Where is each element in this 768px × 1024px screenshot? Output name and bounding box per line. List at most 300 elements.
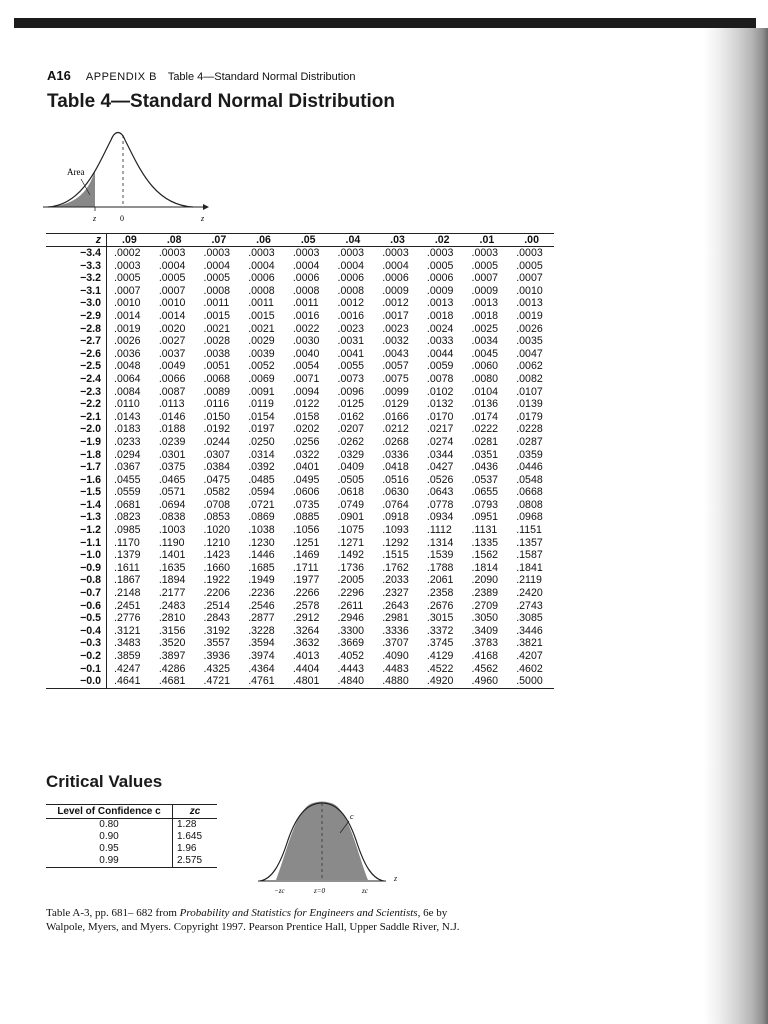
probability-cell: .0427 xyxy=(426,461,454,474)
probability-cell: .0064 xyxy=(114,372,141,385)
probability-cell: .0055 xyxy=(337,360,365,373)
probability-cell: .2358 xyxy=(426,587,454,600)
critical-row xyxy=(46,819,217,832)
column-header: .03 xyxy=(375,234,420,247)
z-value-cell: −1.4 xyxy=(46,499,107,512)
probability-cell: .4286 xyxy=(158,662,186,675)
probability-cell: .0068 xyxy=(203,372,231,385)
probability-cell: .0012 xyxy=(382,297,409,310)
table-row xyxy=(46,260,554,273)
probability-cell: .0455 xyxy=(114,473,141,486)
probability-cell: .0384 xyxy=(203,461,231,474)
probability-cell: .0344 xyxy=(426,448,454,461)
table-row xyxy=(46,411,554,424)
critical-row xyxy=(46,855,217,868)
table-row xyxy=(46,486,554,499)
probability-cell: .1611 xyxy=(114,561,140,574)
probability-cell: .4443 xyxy=(337,662,365,675)
critical-value-curve-figure xyxy=(258,795,388,900)
probability-cell: .2483 xyxy=(158,599,186,612)
probability-cell: .0183 xyxy=(114,423,141,436)
table-row xyxy=(46,386,554,399)
table-row xyxy=(46,272,554,285)
probability-cell: .4483 xyxy=(382,662,409,675)
probability-cell: .4090 xyxy=(382,650,409,662)
confidence-cell: 0.95 xyxy=(46,843,173,855)
probability-cell: .0006 xyxy=(337,272,365,285)
probability-cell: .4801 xyxy=(286,675,331,688)
table-row xyxy=(46,574,554,587)
column-header: .04 xyxy=(331,234,376,247)
probability-cell: .0094 xyxy=(292,385,320,398)
probability-cell: .4364 xyxy=(248,662,275,675)
probability-cell: .0006 xyxy=(292,272,320,285)
probability-cell: .0548 xyxy=(516,473,543,486)
probability-cell: .3859 xyxy=(114,650,141,662)
z-value-cell: −0.2 xyxy=(46,650,107,663)
probability-cell: .0051 xyxy=(203,360,231,373)
probability-cell: .0003 xyxy=(382,247,409,259)
probability-cell: .1814 xyxy=(471,561,499,574)
zc-cell: 2.575 xyxy=(173,855,218,868)
probability-cell: .0256 xyxy=(292,435,320,448)
running-header xyxy=(47,68,356,83)
book-title: Probability and Statistics for Engineers and Scientists, xyxy=(179,907,421,919)
probability-cell: .0262 xyxy=(337,435,365,448)
probability-cell: .0179 xyxy=(516,410,543,423)
probability-cell: .1660 xyxy=(203,561,231,574)
probability-cell: .0036 xyxy=(114,347,141,360)
probability-cell: .0505 xyxy=(337,473,365,486)
probability-cell: .0091 xyxy=(248,385,275,398)
probability-cell: .0087 xyxy=(158,385,186,398)
citation-text: Table A-3, pp. 681– 682 from xyxy=(46,907,180,919)
probability-cell: .0116 xyxy=(203,398,230,411)
probability-cell: .5000 xyxy=(509,675,554,688)
probability-cell: .0853 xyxy=(203,511,231,524)
probability-cell: .1230 xyxy=(248,536,275,549)
z-value-cell: −0.5 xyxy=(46,612,107,625)
probability-cell: .2236 xyxy=(248,587,275,600)
probability-cell: .0951 xyxy=(471,511,499,524)
z-value-cell: −2.3 xyxy=(46,386,107,399)
z-value-cell: −1.7 xyxy=(46,461,107,474)
probability-cell: .2119 xyxy=(516,574,542,587)
probability-cell: .1093 xyxy=(382,524,409,537)
probability-cell: .0005 xyxy=(516,259,543,272)
probability-cell: .0054 xyxy=(292,360,320,373)
probability-cell: .3264 xyxy=(292,624,320,637)
probability-cell: .0009 xyxy=(382,284,409,297)
probability-cell: .0119 xyxy=(248,398,274,411)
probability-cell: .0132 xyxy=(426,398,454,411)
probability-cell: .4602 xyxy=(516,662,543,675)
probability-cell: .0104 xyxy=(471,385,499,398)
probability-cell: .0015 xyxy=(248,309,275,322)
column-header: .01 xyxy=(465,234,510,247)
probability-cell: .1401 xyxy=(158,549,186,562)
critical-row xyxy=(46,843,217,855)
zc-cell: 1.96 xyxy=(177,843,197,854)
probability-cell: .0239 xyxy=(158,435,186,448)
z-value-cell: −0.1 xyxy=(46,663,107,676)
probability-cell: .1379 xyxy=(114,549,141,562)
probability-cell: .0465 xyxy=(158,473,186,486)
probability-cell: .0808 xyxy=(516,498,543,511)
book-spine-shadow xyxy=(704,28,768,1024)
probability-cell: .4207 xyxy=(516,650,543,662)
probability-cell: .0059 xyxy=(426,360,454,373)
z-value-cell: −1.6 xyxy=(46,474,107,487)
table-row xyxy=(46,600,554,613)
probability-cell: .3594 xyxy=(248,637,275,650)
z-value-cell: −3.4 xyxy=(46,247,107,260)
probability-cell: .1949 xyxy=(248,574,275,587)
probability-cell: .3707 xyxy=(382,637,409,650)
probability-cell: .0023 xyxy=(382,322,409,335)
probability-cell: .0885 xyxy=(292,511,320,524)
probability-cell: .0708 xyxy=(203,498,231,511)
c-label: c xyxy=(350,812,354,821)
probability-cell: .0968 xyxy=(516,511,543,524)
probability-cell: .0314 xyxy=(248,448,275,461)
critical-z-axis-label: z xyxy=(394,874,398,883)
table-row xyxy=(46,423,554,436)
probability-cell: .0003 xyxy=(516,247,543,259)
probability-cell: .3336 xyxy=(382,624,409,637)
table-row xyxy=(46,650,554,663)
table-row xyxy=(46,675,554,688)
probability-cell: .0004 xyxy=(248,259,275,272)
probability-cell: .0025 xyxy=(471,322,499,335)
probability-cell: .0281 xyxy=(471,435,499,448)
z-value-cell: −2.9 xyxy=(46,310,107,323)
probability-cell: .0436 xyxy=(471,461,499,474)
probability-cell: .3192 xyxy=(203,624,231,637)
probability-cell: .3936 xyxy=(203,650,231,662)
probability-cell: .4960 xyxy=(465,675,510,688)
probability-cell: .0007 xyxy=(158,284,186,297)
probability-cell: .4761 xyxy=(241,675,286,688)
probability-cell: .0005 xyxy=(158,272,186,285)
probability-cell: .0274 xyxy=(426,435,454,448)
probability-cell: .2327 xyxy=(382,587,409,600)
probability-cell: .0038 xyxy=(203,347,231,360)
probability-cell: .0418 xyxy=(382,461,409,474)
probability-cell: .1357 xyxy=(516,536,543,549)
z-value-cell: −0.9 xyxy=(46,562,107,575)
probability-cell: .0029 xyxy=(248,335,275,348)
probability-cell: .0197 xyxy=(248,423,275,436)
probability-cell: .0004 xyxy=(158,259,186,272)
probability-cell: .0018 xyxy=(471,309,499,322)
probability-cell: .3372 xyxy=(426,624,454,637)
probability-cell: .0073 xyxy=(337,372,365,385)
probability-cell: .1056 xyxy=(292,524,320,537)
probability-cell: .2389 xyxy=(471,587,499,600)
z-value-cell: −2.5 xyxy=(46,360,107,373)
probability-cell: .1251 xyxy=(292,536,320,549)
z-value-cell: −2.0 xyxy=(46,423,107,436)
critical-values-title: Critical Values xyxy=(46,772,163,791)
probability-cell: .0016 xyxy=(292,309,320,322)
table-row xyxy=(46,285,554,298)
column-header: .05 xyxy=(286,234,331,247)
probability-cell: .0043 xyxy=(382,347,409,360)
probability-cell: .0367 xyxy=(114,461,141,474)
z-value-cell: −1.1 xyxy=(46,537,107,550)
probability-cell: .3897 xyxy=(158,650,186,662)
probability-cell: .0047 xyxy=(516,347,543,360)
probability-cell: .4880 xyxy=(375,675,420,688)
probability-cell: .3974 xyxy=(248,650,275,662)
probability-cell: .0027 xyxy=(158,335,186,348)
citation-text-end: 6e by Walpole, Myers, and Myers. Copyright 1997. Pearson Prentice Hall, Upper Saddle River, N.J. xyxy=(46,907,460,933)
probability-cell: .0136 xyxy=(471,398,499,411)
probability-cell: .0869 xyxy=(248,511,275,524)
probability-cell: .2266 xyxy=(292,587,320,600)
zero-label: z=0 xyxy=(314,887,325,895)
probability-cell: .3409 xyxy=(471,624,499,637)
table-row xyxy=(46,310,554,323)
probability-cell: .0212 xyxy=(382,423,409,436)
probability-cell: .1210 xyxy=(203,536,231,549)
probability-cell: .4013 xyxy=(292,650,320,662)
probability-cell: .0207 xyxy=(337,423,365,436)
probability-cell: .2033 xyxy=(382,574,409,587)
probability-cell: .0008 xyxy=(203,284,231,297)
probability-cell: .0096 xyxy=(337,385,365,398)
table-row xyxy=(46,348,554,361)
probability-cell: .0003 xyxy=(203,247,231,259)
zc-cell: 1.28 xyxy=(177,819,197,830)
probability-cell: .4052 xyxy=(337,650,365,662)
probability-cell: .0110 xyxy=(114,398,140,411)
probability-cell: .2546 xyxy=(248,599,275,612)
probability-cell: .0021 xyxy=(203,322,231,335)
probability-cell: .1151 xyxy=(516,524,542,537)
probability-cell: .0668 xyxy=(516,486,543,499)
probability-cell: .0010 xyxy=(516,284,543,297)
probability-cell: .2912 xyxy=(292,612,320,625)
probability-cell: .0188 xyxy=(158,423,186,436)
probability-cell: .1841 xyxy=(516,561,543,574)
probability-cell: .0003 xyxy=(337,247,365,259)
probability-cell: .0359 xyxy=(516,448,543,461)
probability-cell: .0571 xyxy=(158,486,186,499)
probability-cell: .0071 xyxy=(292,372,320,385)
probability-cell: .0008 xyxy=(248,284,275,297)
probability-cell: .0010 xyxy=(158,297,186,310)
probability-cell: .1762 xyxy=(382,561,409,574)
z-value-cell: −2.1 xyxy=(46,411,107,424)
probability-cell: .2420 xyxy=(516,587,543,600)
probability-cell: .0002 xyxy=(114,247,141,259)
probability-cell: .0005 xyxy=(203,272,231,285)
probability-cell: .0329 xyxy=(337,448,365,461)
probability-cell: .0154 xyxy=(248,410,275,423)
probability-cell: .0139 xyxy=(516,398,543,411)
probability-cell: .0034 xyxy=(471,335,499,348)
z-value-cell: −0.4 xyxy=(46,625,107,638)
probability-cell: .0019 xyxy=(516,309,543,322)
probability-cell: .2981 xyxy=(382,612,409,625)
probability-cell: .1112 xyxy=(426,524,452,537)
probability-cell: .3228 xyxy=(248,624,275,637)
probability-cell: .0040 xyxy=(292,347,320,360)
probability-cell: .0495 xyxy=(292,473,320,486)
probability-cell: .1867 xyxy=(114,574,141,587)
probability-cell: .0099 xyxy=(382,385,409,398)
probability-cell: .0005 xyxy=(471,259,499,272)
column-header: .09 xyxy=(107,234,152,247)
probability-cell: .0268 xyxy=(382,435,409,448)
probability-cell: .0307 xyxy=(203,448,231,461)
probability-cell: .0004 xyxy=(337,259,365,272)
probability-cell: .0031 xyxy=(337,335,365,348)
critical-row xyxy=(46,831,217,843)
table-row xyxy=(46,335,554,348)
probability-cell: .0049 xyxy=(158,360,186,373)
probability-cell: .0030 xyxy=(292,335,320,348)
probability-cell: .0011 xyxy=(203,297,230,310)
probability-cell: .4168 xyxy=(471,650,499,662)
probability-cell: .1788 xyxy=(426,561,454,574)
probability-cell: .0301 xyxy=(158,448,186,461)
normal-curve-left-area-figure xyxy=(43,125,213,225)
probability-cell: .3300 xyxy=(337,624,365,637)
table-row xyxy=(46,373,554,386)
probability-cell: .0192 xyxy=(203,423,231,436)
probability-cell: .2611 xyxy=(337,599,364,612)
probability-cell: .0044 xyxy=(426,347,454,360)
probability-cell: .0003 xyxy=(114,259,141,272)
confidence-cell: 0.90 xyxy=(46,831,173,843)
probability-cell: .0735 xyxy=(292,498,320,511)
probability-cell: .3557 xyxy=(203,637,231,650)
probability-cell: .0007 xyxy=(114,284,141,297)
probability-cell: .1562 xyxy=(471,549,499,562)
probability-cell: .0023 xyxy=(337,322,365,335)
column-header: .08 xyxy=(152,234,197,247)
probability-cell: .1711 xyxy=(292,561,319,574)
probability-cell: .0012 xyxy=(337,297,365,310)
probability-cell: .0294 xyxy=(114,448,141,461)
table-row xyxy=(46,549,554,562)
z-value-cell: −2.7 xyxy=(46,335,107,348)
table-row xyxy=(46,612,554,625)
table-row xyxy=(46,360,554,373)
probability-cell: .3156 xyxy=(158,624,186,637)
page-number: A16 xyxy=(47,68,71,83)
probability-cell: .1492 xyxy=(337,549,365,562)
table-body xyxy=(46,247,554,689)
probability-cell: .0351 xyxy=(471,448,499,461)
probability-cell: .1635 xyxy=(158,561,186,574)
probability-cell: .3783 xyxy=(471,637,499,650)
probability-cell: .3821 xyxy=(516,637,543,650)
table-row xyxy=(46,637,554,650)
header-caption: Table 4—Standard Normal Distribution xyxy=(167,71,356,83)
probability-cell: .0222 xyxy=(471,423,499,436)
probability-cell: .0032 xyxy=(382,335,409,348)
confidence-cell: 0.80 xyxy=(46,819,173,832)
probability-cell: .2643 xyxy=(382,599,409,612)
probability-cell: .1736 xyxy=(337,561,365,574)
probability-cell: .0010 xyxy=(114,297,141,310)
probability-cell: .3050 xyxy=(471,612,499,625)
probability-cell: .0174 xyxy=(471,410,499,423)
probability-cell: .2776 xyxy=(114,612,141,625)
probability-cell: .0004 xyxy=(292,259,320,272)
probability-cell: .2206 xyxy=(203,587,231,600)
probability-cell: .1003 xyxy=(158,524,186,537)
probability-cell: .0041 xyxy=(337,347,365,360)
z-value-cell: −0.3 xyxy=(46,637,107,650)
probability-cell: .0026 xyxy=(516,322,543,335)
probability-cell: .0409 xyxy=(337,461,365,474)
probability-cell: .0446 xyxy=(516,461,543,474)
probability-cell: .0401 xyxy=(292,461,320,474)
probability-cell: .0011 xyxy=(248,297,274,310)
probability-cell: .1977 xyxy=(292,574,320,587)
table-row xyxy=(46,562,554,575)
probability-cell: .3745 xyxy=(426,637,454,650)
probability-cell: .0009 xyxy=(471,284,499,297)
area-label: Area xyxy=(67,167,85,177)
confidence-cell: 0.99 xyxy=(46,855,173,868)
probability-cell: .0011 xyxy=(292,297,319,310)
probability-cell: .0048 xyxy=(114,360,141,373)
probability-cell: .0062 xyxy=(516,360,543,373)
probability-cell: .0162 xyxy=(337,410,365,423)
probability-cell: .2743 xyxy=(516,599,543,612)
probability-cell: .0075 xyxy=(382,372,409,385)
probability-cell: .0778 xyxy=(426,498,454,511)
probability-cell: .0202 xyxy=(292,423,320,436)
probability-cell: .0021 xyxy=(248,322,275,335)
probability-cell: .0375 xyxy=(158,461,186,474)
table-row xyxy=(46,537,554,550)
table-row xyxy=(46,524,554,537)
probability-cell: .0057 xyxy=(382,360,409,373)
probability-cell: .4325 xyxy=(203,662,231,675)
probability-cell: .0287 xyxy=(516,435,543,448)
probability-cell: .0045 xyxy=(471,347,499,360)
table-row xyxy=(46,436,554,449)
probability-cell: .0069 xyxy=(248,372,275,385)
probability-cell: .0166 xyxy=(382,410,409,423)
probability-cell: .0122 xyxy=(292,398,320,411)
probability-cell: .1271 xyxy=(337,536,365,549)
probability-cell: .1539 xyxy=(426,549,454,562)
column-header: .06 xyxy=(241,234,286,247)
zc-header: zc xyxy=(173,805,218,819)
probability-cell: .0003 xyxy=(248,247,275,259)
probability-cell: .0013 xyxy=(426,297,454,310)
table-header-row xyxy=(46,234,554,247)
probability-cell: .0008 xyxy=(292,284,320,297)
probability-cell: .0217 xyxy=(426,423,454,436)
probability-cell: .1446 xyxy=(248,549,275,562)
probability-cell: .0485 xyxy=(248,473,275,486)
probability-cell: .0024 xyxy=(426,322,454,335)
probability-cell: .4404 xyxy=(292,662,320,675)
probability-cell: .0233 xyxy=(114,435,141,448)
probability-cell: .0078 xyxy=(426,372,454,385)
probability-cell: .1075 xyxy=(337,524,365,537)
probability-cell: .0009 xyxy=(426,284,454,297)
